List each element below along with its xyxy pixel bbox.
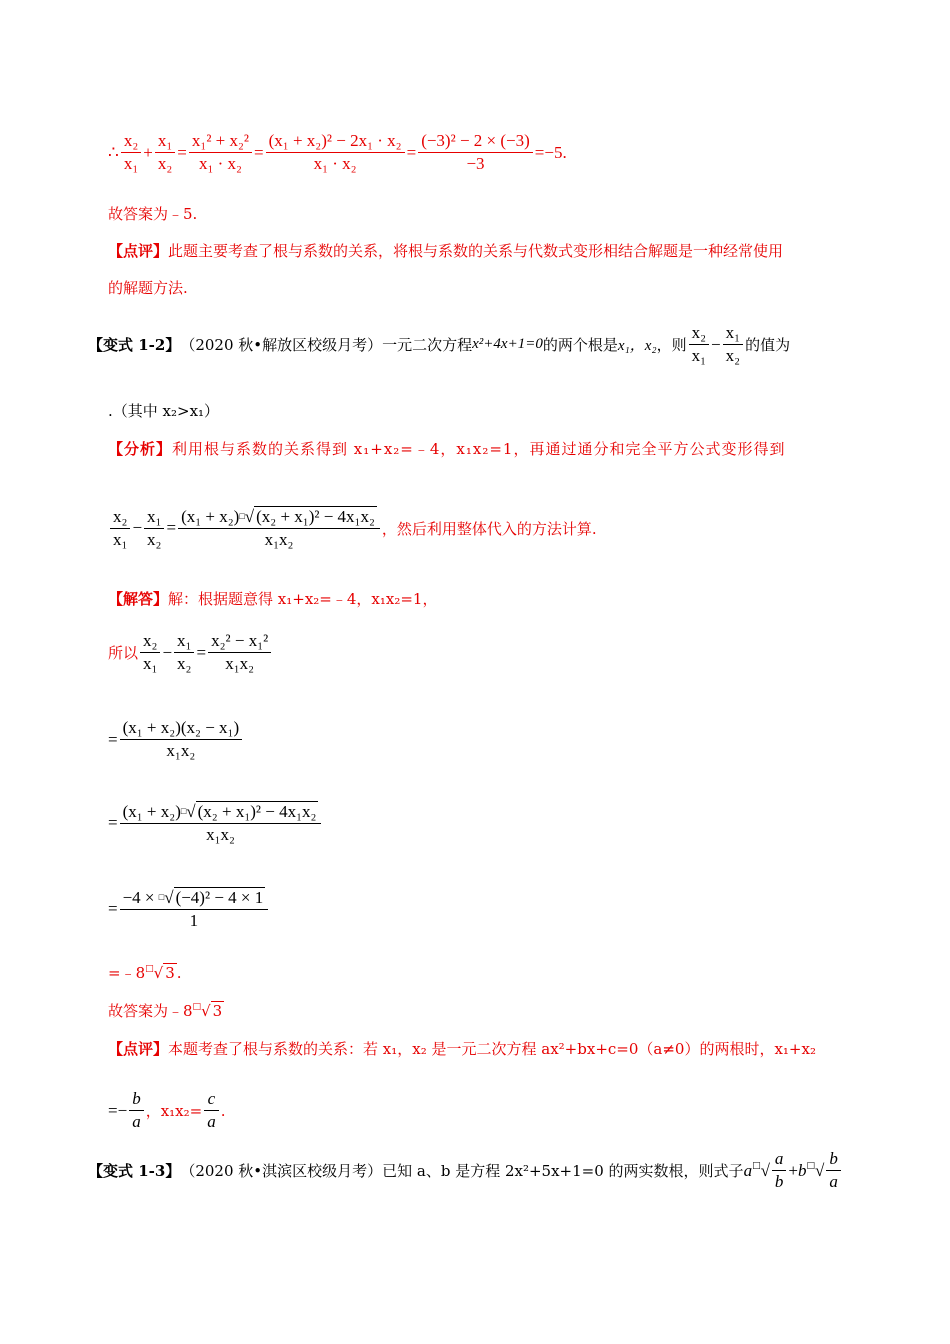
fraction: $\frac{\text{(x₁ + x₂)² − 2x₁ · x₂}}{\text{x₁ · x₂}}$ <box>266 130 405 175</box>
comment-block: 【点评】此题主要考查了根与系数的关系，将根与系数的关系与代数式变形相结合解题是一种经常使用 <box>108 242 784 260</box>
radical: □√ 3 <box>145 964 175 982</box>
variant-1-2-question: 【变式 1-2】 （2020 秋•解放区校级月考） 一元二次方程 x²+4x+1=0 的两个根是 x₁，x₂ ，则 $\frac{\text{x₂}}{\text{x₁}}$ − $\frac{\text{x₁}}{\text{x₂}}$ 的值为 <box>88 323 791 365</box>
fraction: $\frac{\text{x₁}}{\text{x₂}}$ <box>174 630 194 675</box>
fraction: $\frac{b}{a}$ <box>826 1148 841 1193</box>
solution-step-4: = $\frac{-4 \times ^□√ (-4)^2 - 4 \times 1}{1}$ <box>108 886 270 932</box>
variant-1-3-question: 【变式 1-3】 （2020 秋•淇滨区校级月考） 已知 a、b 是方程 2x²+5x+1=0 的两实数根，则式子 a □√ $\frac{a}{b}$ + b □√ $\frac{b}{a}$ <box>88 1148 843 1193</box>
answer-line: 故答案为﹣8□√ 3 <box>108 1002 223 1020</box>
fraction: $\frac{\text{(x₁ + x₂)(x₂ − x₁)}}{\text{x₁x₂}}$ <box>120 717 243 762</box>
fraction: $\frac{\text{x₁}}{\text{x₂}}$ <box>155 130 175 175</box>
variant-1-2-note: .（其中 x₂>x₁） <box>108 402 220 420</box>
fraction: $\frac{\text{x₂}}{\text{x₁}}$ <box>689 322 709 367</box>
fraction: $\frac{\text{x₂}}{\text{x₁}}$ <box>140 630 160 675</box>
radical: □√ <box>806 1160 825 1180</box>
fraction: $\frac{c}{a}$ <box>204 1088 219 1133</box>
fraction: $\frac{\text{x₂² − x₁²}}{\text{x₁x₂}}$ <box>208 630 271 675</box>
radical: □√ 3 <box>192 1002 223 1020</box>
fraction: $\frac{a}{b}$ <box>772 1148 787 1193</box>
analysis-formula: $\frac{\text{x₂}}{\text{x₁}}$ − $\frac{\text{x₁}}{\text{x₂}}$ = $\frac{(x_1 + x_2)^□√ (x_2 + x_1)^2 - 4x_1x_2}{\text{x₁x₂}}$ ，然后利用整体代入的方法计算. <box>108 505 597 551</box>
fraction: $\frac{b}{a}$ <box>129 1088 144 1133</box>
radical: □√ (x₂ + x₁)² − 4x₁x₂ <box>180 802 317 821</box>
radical: □√ (−4)² − 4 × 1 <box>158 888 264 907</box>
comment-continuation: 的解题方法. <box>108 279 188 297</box>
fraction: $\frac{\text{(−3)² − 2 × (−3)}}{-3}$ <box>418 130 533 175</box>
fraction: $\frac{\text{x₁}}{\text{x₂}}$ <box>723 322 743 367</box>
comment-block: 【点评】本题考查了根与系数的关系：若 x₁，x₂ 是一元二次方程 ax²+bx+c=0（a≠0）的两根时，x₁+x₂ <box>108 1040 816 1058</box>
fraction: $\frac{(x_1 + x_2)^□√ (x_2 + x_1)^2 - 4x_1x_2}{\text{x₁x₂}}$ <box>178 505 380 551</box>
solution-step-2: = $\frac{\text{(x₁ + x₂)(x₂ − x₁)}}{\text{x₁x₂}}$ <box>108 717 244 762</box>
analysis-block: 【分析】利用根与系数的关系得到 x₁+x₂=﹣4，x₁x₂=1，再通过通分和完全平方公式变形得到 <box>108 440 786 458</box>
solution-step-1: 所以 $\frac{\text{x₂}}{\text{x₁}}$ − $\frac{\text{x₁}}{\text{x₂}}$ = $\frac{\text{x₂² − x₁²}}{\text{x₁x₂}}$ <box>108 630 273 675</box>
fraction: $\frac{\text{x₁}}{\text{x₂}}$ <box>144 506 164 551</box>
comment-formula: =− $\frac{b}{a}$ ，x₁x₂= $\frac{c}{a}$ . <box>108 1089 226 1131</box>
fraction: $\frac{\text{x₂}}{\text{x₁}}$ <box>110 506 130 551</box>
fraction: $\frac{\text{x₁² + x₂²}}{\text{x₁ · x₂}}$ <box>189 130 252 175</box>
fraction: $\frac{-4 \times ^□√ (-4)^2 - 4 \times 1}{1}$ <box>120 886 269 932</box>
solution-step-3: = $\frac{(x_1 + x_2)^□√ (x_2 + x_1)^2 - 4x_1x_2}{\text{x₁x₂}}$ <box>108 800 323 846</box>
solution-result: =﹣8□√ 3 . <box>108 964 182 982</box>
radical: □√ <box>752 1160 770 1180</box>
fraction: $\frac{\text{x₂}}{\text{x₁}}$ <box>121 130 141 175</box>
radical: □√ (x₂ + x₁)² − 4x₁x₂ <box>239 507 375 526</box>
fraction: $\frac{(x_1 + x_2)^□√ (x_2 + x_1)^2 - 4x_1x_2}{\text{x₁x₂}}$ <box>120 800 322 846</box>
answer-line: 故答案为﹣5. <box>108 205 198 223</box>
solution-block: 【解答】解：根据题意得 x₁+x₂=﹣4，x₁x₂=1， <box>108 590 438 608</box>
equation-sum-of-ratios: ∴ $\frac{\text{x₂}}{\text{x₁}}$ + $\frac{\text{x₁}}{\text{x₂}}$ = $\frac{\text{x₁² + x₂²}}{\text{x₁ · x₂}}$ = $\frac{\text{(x₁ + x₂)² − 2x₁ · x₂}}{\text{x₁ · x₂}}$ = $\frac{\text{(−3)² − 2 × (−3)}}{-3}$ = −5. <box>108 131 567 173</box>
